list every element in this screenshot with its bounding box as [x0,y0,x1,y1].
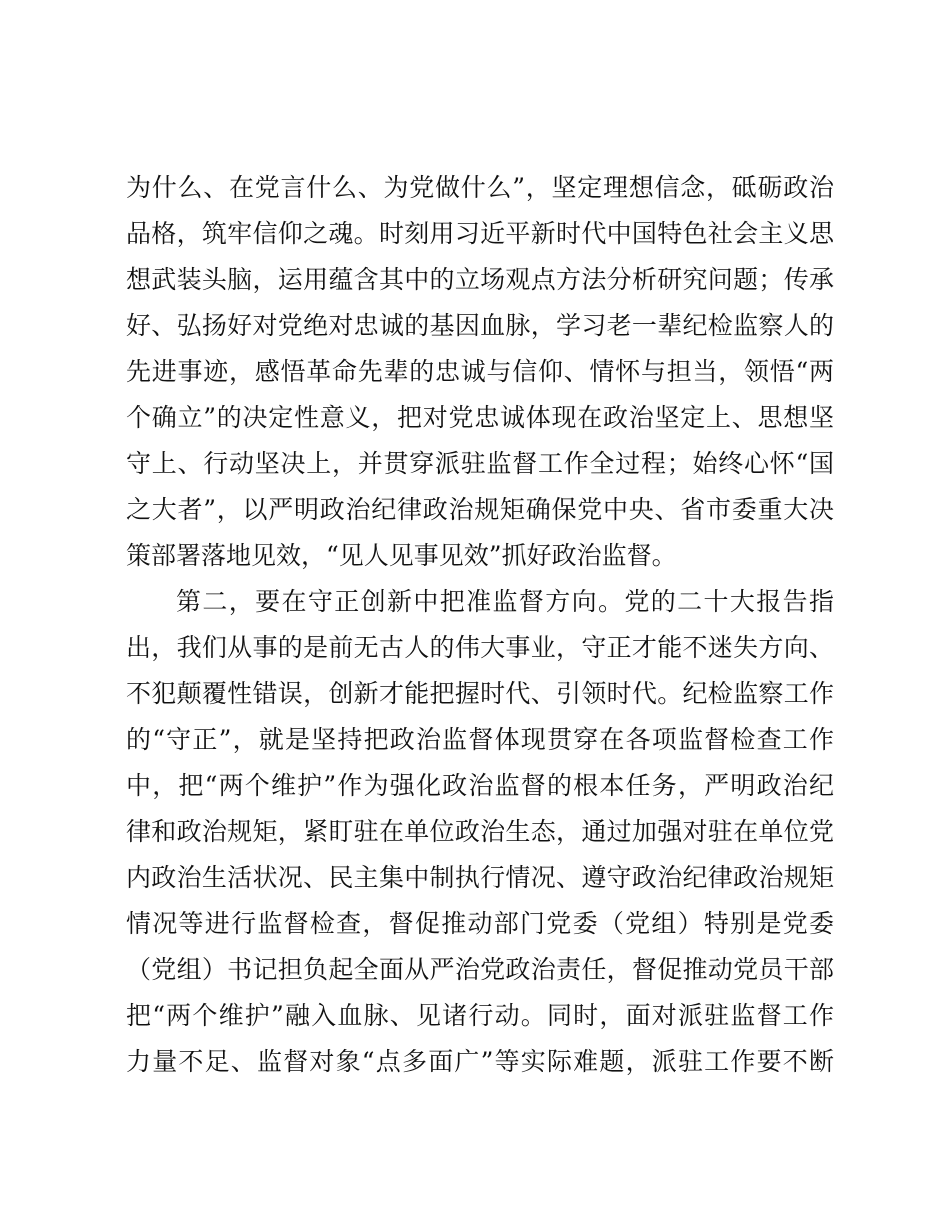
text-line: 策部署落地见效，“见人见事见效”抓好政治监督。 [126,541,677,570]
text-line: （党组）书记担负起全面从严治党政治责任，督促推动党员干部 [126,955,834,984]
text-line: 先进事迹，感悟革命先辈的忠诚与信仰、情怀与担当，领悟“两 [126,357,834,386]
text-line: 律和政治规矩，紧盯驻在单位政治生态，通过加强对驻在单位党 [126,817,834,846]
text-line: 情况等进行监督检查，督促推动部门党委（党组）特别是党委 [126,909,834,938]
text-line: 中，把“两个维护”作为强化政治监督的根本任务，严明政治纪 [126,771,834,800]
text-line: 之大者”，以严明政治纪律政治规矩确保党中央、省市委重大决 [126,495,834,524]
text-line: 内政治生活状况、民主集中制执行情况、遵守政治纪律政治规矩 [126,863,834,892]
text-line: 品格，筑牢信仰之魂。时刻用习近平新时代中国特色社会主义思 [126,219,834,248]
text-line: 守上、行动坚决上，并贯穿派驻监督工作全过程；始终心怀“国 [126,449,834,478]
text-line: 的“守正”，就是坚持把政治监督体现贯穿在各项监督检查工作 [126,725,834,754]
text-line: 不犯颠覆性错误，创新才能把握时代、引领时代。纪检监察工作 [126,679,834,708]
text-line: 把“两个维护”融入血脉、见诸行动。同时，面对派驻监督工作 [126,1001,834,1030]
text-line: 为什么、在党言什么、为党做什么”，坚定理想信念，砥砺政治 [126,173,834,202]
text-line: 出，我们从事的是前无古人的伟大事业，守正才能不迷失方向、 [126,633,834,662]
text-line: 想武装头脑，运用蕴含其中的立场观点方法分析研究问题；传承 [126,265,834,294]
text-line: 力量不足、监督对象“点多面广”等实际难题，派驻工作要不断 [126,1047,834,1076]
text-line: 第二，要在守正创新中把准监督方向。党的二十大报告指 [176,587,834,616]
text-line: 好、弘扬好对党绝对忠诚的基因血脉，学习老一辈纪检监察人的 [126,311,834,340]
text-line: 个确立”的决定性意义，把对党忠诚体现在政治坚定上、思想坚 [126,403,834,432]
